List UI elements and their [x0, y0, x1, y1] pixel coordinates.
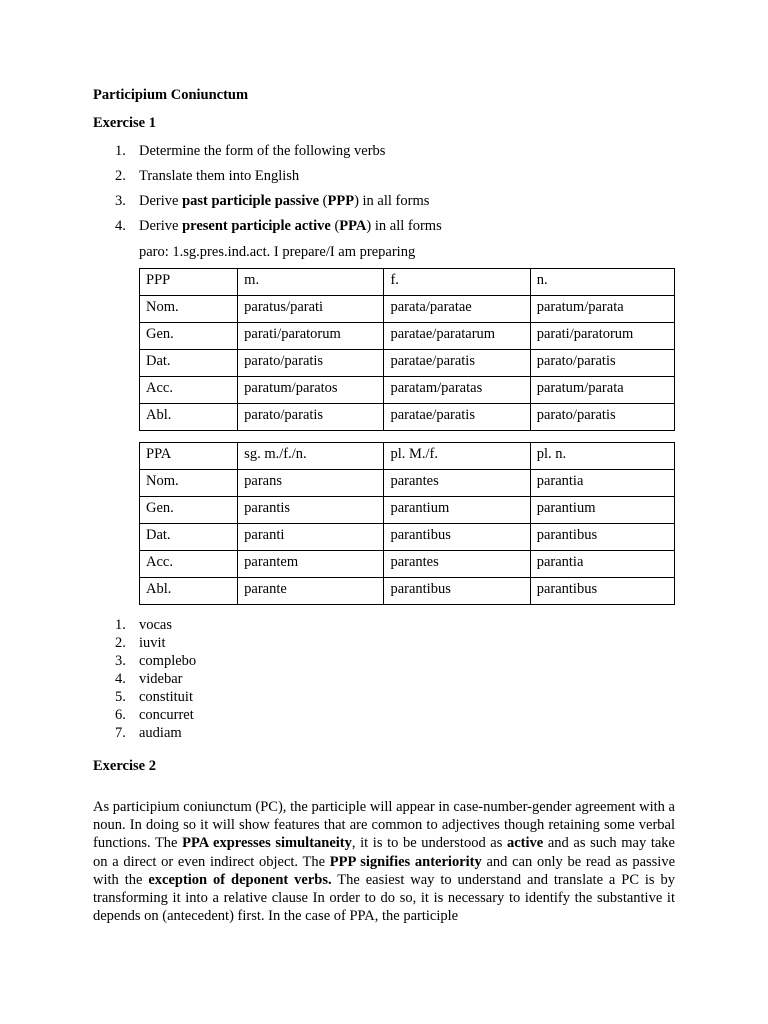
- text-run: and as such may take on a direct or even indirect object. The: [93, 835, 675, 870]
- text-run: and can only be read as passive with the: [93, 853, 675, 888]
- bold-text-run: PPP signifies anteriority: [329, 853, 482, 870]
- table-cell: PPP: [140, 269, 238, 296]
- table-header-row: [140, 269, 675, 296]
- task-text: [139, 143, 385, 159]
- table-cell: paratum/parata: [530, 377, 674, 404]
- table-cell: paratus/parati: [238, 296, 384, 323]
- table-cell: Acc.: [140, 377, 238, 404]
- verb-item: [93, 724, 196, 742]
- table-cell: parati/paratorum: [238, 323, 384, 350]
- table-cell: paratum/paratos: [238, 377, 384, 404]
- table-cell: paratam/paratas: [384, 377, 530, 404]
- bold-text-run: PPP: [327, 193, 355, 209]
- verb-number: 4.: [115, 671, 126, 687]
- table-cell: paratae/paratis: [384, 350, 530, 377]
- text-run: Translate them into English: [139, 168, 300, 184]
- verb-text: complebo: [139, 653, 197, 669]
- verb-text: constituit: [139, 689, 193, 705]
- verb-item: [93, 634, 196, 652]
- task-text: [139, 168, 299, 184]
- example-line: paro: 1.sg.pres.ind.act. I prepare/I am preparing: [139, 244, 416, 260]
- table-cell: Abl.: [140, 404, 238, 431]
- table-row: [140, 551, 675, 578]
- task-list: [93, 140, 442, 240]
- bold-text-run: PPA expresses simultaneity: [182, 835, 352, 852]
- task-number: 4.: [115, 218, 126, 234]
- task-item: [93, 165, 442, 190]
- text-run: (: [319, 193, 328, 209]
- table-cell: parato/paratis: [238, 350, 384, 377]
- text-run: , it is to be understood as: [351, 835, 507, 852]
- text-run: ) in all forms: [366, 218, 442, 234]
- verb-number: 3.: [115, 653, 126, 669]
- task-item: [93, 140, 442, 165]
- verb-text: audiam: [139, 725, 182, 741]
- table-cell: m.: [238, 269, 384, 296]
- ppa-table: [139, 442, 675, 605]
- table-cell: Acc.: [140, 551, 238, 578]
- table-cell: parante: [238, 578, 384, 605]
- table-row: [140, 470, 675, 497]
- verb-item: [93, 652, 196, 670]
- bold-text-run: exception of deponent verbs.: [148, 871, 332, 888]
- verb-number: 2.: [115, 635, 126, 651]
- verb-text: iuvit: [139, 635, 166, 651]
- table-cell: parata/paratae: [384, 296, 530, 323]
- table-cell: pl. M./f.: [384, 443, 530, 470]
- table-cell: parantes: [384, 470, 530, 497]
- table-cell: Dat.: [140, 524, 238, 551]
- table-cell: paratae/paratarum: [384, 323, 530, 350]
- text-run: Derive: [139, 193, 183, 209]
- verb-item: [93, 616, 196, 634]
- verb-text: videbar: [139, 671, 183, 687]
- exercise-1-heading: Exercise 1: [93, 115, 156, 131]
- table-cell: parans: [238, 470, 384, 497]
- table-cell: n.: [530, 269, 674, 296]
- task-text: [139, 193, 429, 209]
- text-run: Determine the form of the following verbs: [139, 143, 386, 159]
- verb-item: [93, 706, 196, 724]
- table-cell: parantia: [530, 551, 674, 578]
- table-cell: parato/paratis: [238, 404, 384, 431]
- table-row: [140, 524, 675, 551]
- text-run: As participium coniunctum (PC), the participle will appear in case-number-gender agreement with a noun. In doing so it will show features that are common to adjectives though retaining some verbal functions. The: [93, 799, 675, 852]
- table-cell: PPA: [140, 443, 238, 470]
- exercise-2-heading: Exercise 2: [93, 758, 156, 774]
- bold-text-run: present participle active: [182, 218, 331, 234]
- text-run: (: [330, 218, 340, 234]
- verb-item: [93, 670, 196, 688]
- table-cell: Gen.: [140, 497, 238, 524]
- text-run: Derive: [139, 218, 183, 234]
- table-cell: parantibus: [384, 578, 530, 605]
- bold-text-run: past participle passive: [182, 193, 320, 209]
- table-cell: Nom.: [140, 296, 238, 323]
- table-cell: paratum/parata: [530, 296, 674, 323]
- table-header-row: [140, 443, 675, 470]
- table-cell: f.: [384, 269, 530, 296]
- table-cell: parati/paratorum: [530, 323, 674, 350]
- task-number: 2.: [115, 168, 126, 184]
- document-title: Participium Coniunctum: [93, 87, 249, 103]
- table-row: [140, 296, 675, 323]
- text-run: The easiest way to understand and translate a PC is by transforming it into a relative clause In order to do so, it is necessary to identify the substantive it depends on (antecedent) first. In the case of PPA, the participle: [93, 871, 675, 925]
- verb-number: 7.: [115, 725, 126, 741]
- table-cell: Nom.: [140, 470, 238, 497]
- table-cell: pl. n.: [530, 443, 674, 470]
- exercise-2-paragraph: [93, 798, 675, 925]
- verb-number: 1.: [115, 617, 126, 633]
- bold-text-run: active: [507, 835, 544, 852]
- table-cell: Dat.: [140, 350, 238, 377]
- table-cell: paratae/paratis: [384, 404, 530, 431]
- text-run: ) in all forms: [354, 193, 430, 209]
- table-cell: paranti: [238, 524, 384, 551]
- table-cell: parantium: [530, 497, 674, 524]
- task-item: [93, 215, 442, 240]
- table-row: [140, 377, 675, 404]
- table-row: [140, 404, 675, 431]
- task-number: 1.: [115, 143, 126, 159]
- task-number: 3.: [115, 193, 126, 209]
- table-cell: Gen.: [140, 323, 238, 350]
- table-cell: parantium: [384, 497, 530, 524]
- table-row: [140, 323, 675, 350]
- verb-list: [93, 616, 196, 742]
- task-item: [93, 190, 442, 215]
- verb-item: [93, 688, 196, 706]
- task-text: [139, 218, 442, 234]
- ppp-table: [139, 268, 675, 431]
- table-cell: parantes: [384, 551, 530, 578]
- verb-text: vocas: [139, 617, 173, 633]
- table-cell: sg. m./f./n.: [238, 443, 384, 470]
- table-cell: parantibus: [530, 578, 674, 605]
- table-cell: parato/paratis: [530, 350, 674, 377]
- verb-number: 6.: [115, 707, 126, 723]
- table-cell: parantis: [238, 497, 384, 524]
- table-cell: parantia: [530, 470, 674, 497]
- bold-text-run: PPA: [339, 218, 367, 234]
- verb-number: 5.: [115, 689, 126, 705]
- table-row: [140, 350, 675, 377]
- table-row: [140, 578, 675, 605]
- table-cell: parantibus: [530, 524, 674, 551]
- table-cell: parantem: [238, 551, 384, 578]
- table-cell: parato/paratis: [530, 404, 674, 431]
- verb-text: concurret: [139, 707, 194, 723]
- table-cell: parantibus: [384, 524, 530, 551]
- table-row: [140, 497, 675, 524]
- table-cell: Abl.: [140, 578, 238, 605]
